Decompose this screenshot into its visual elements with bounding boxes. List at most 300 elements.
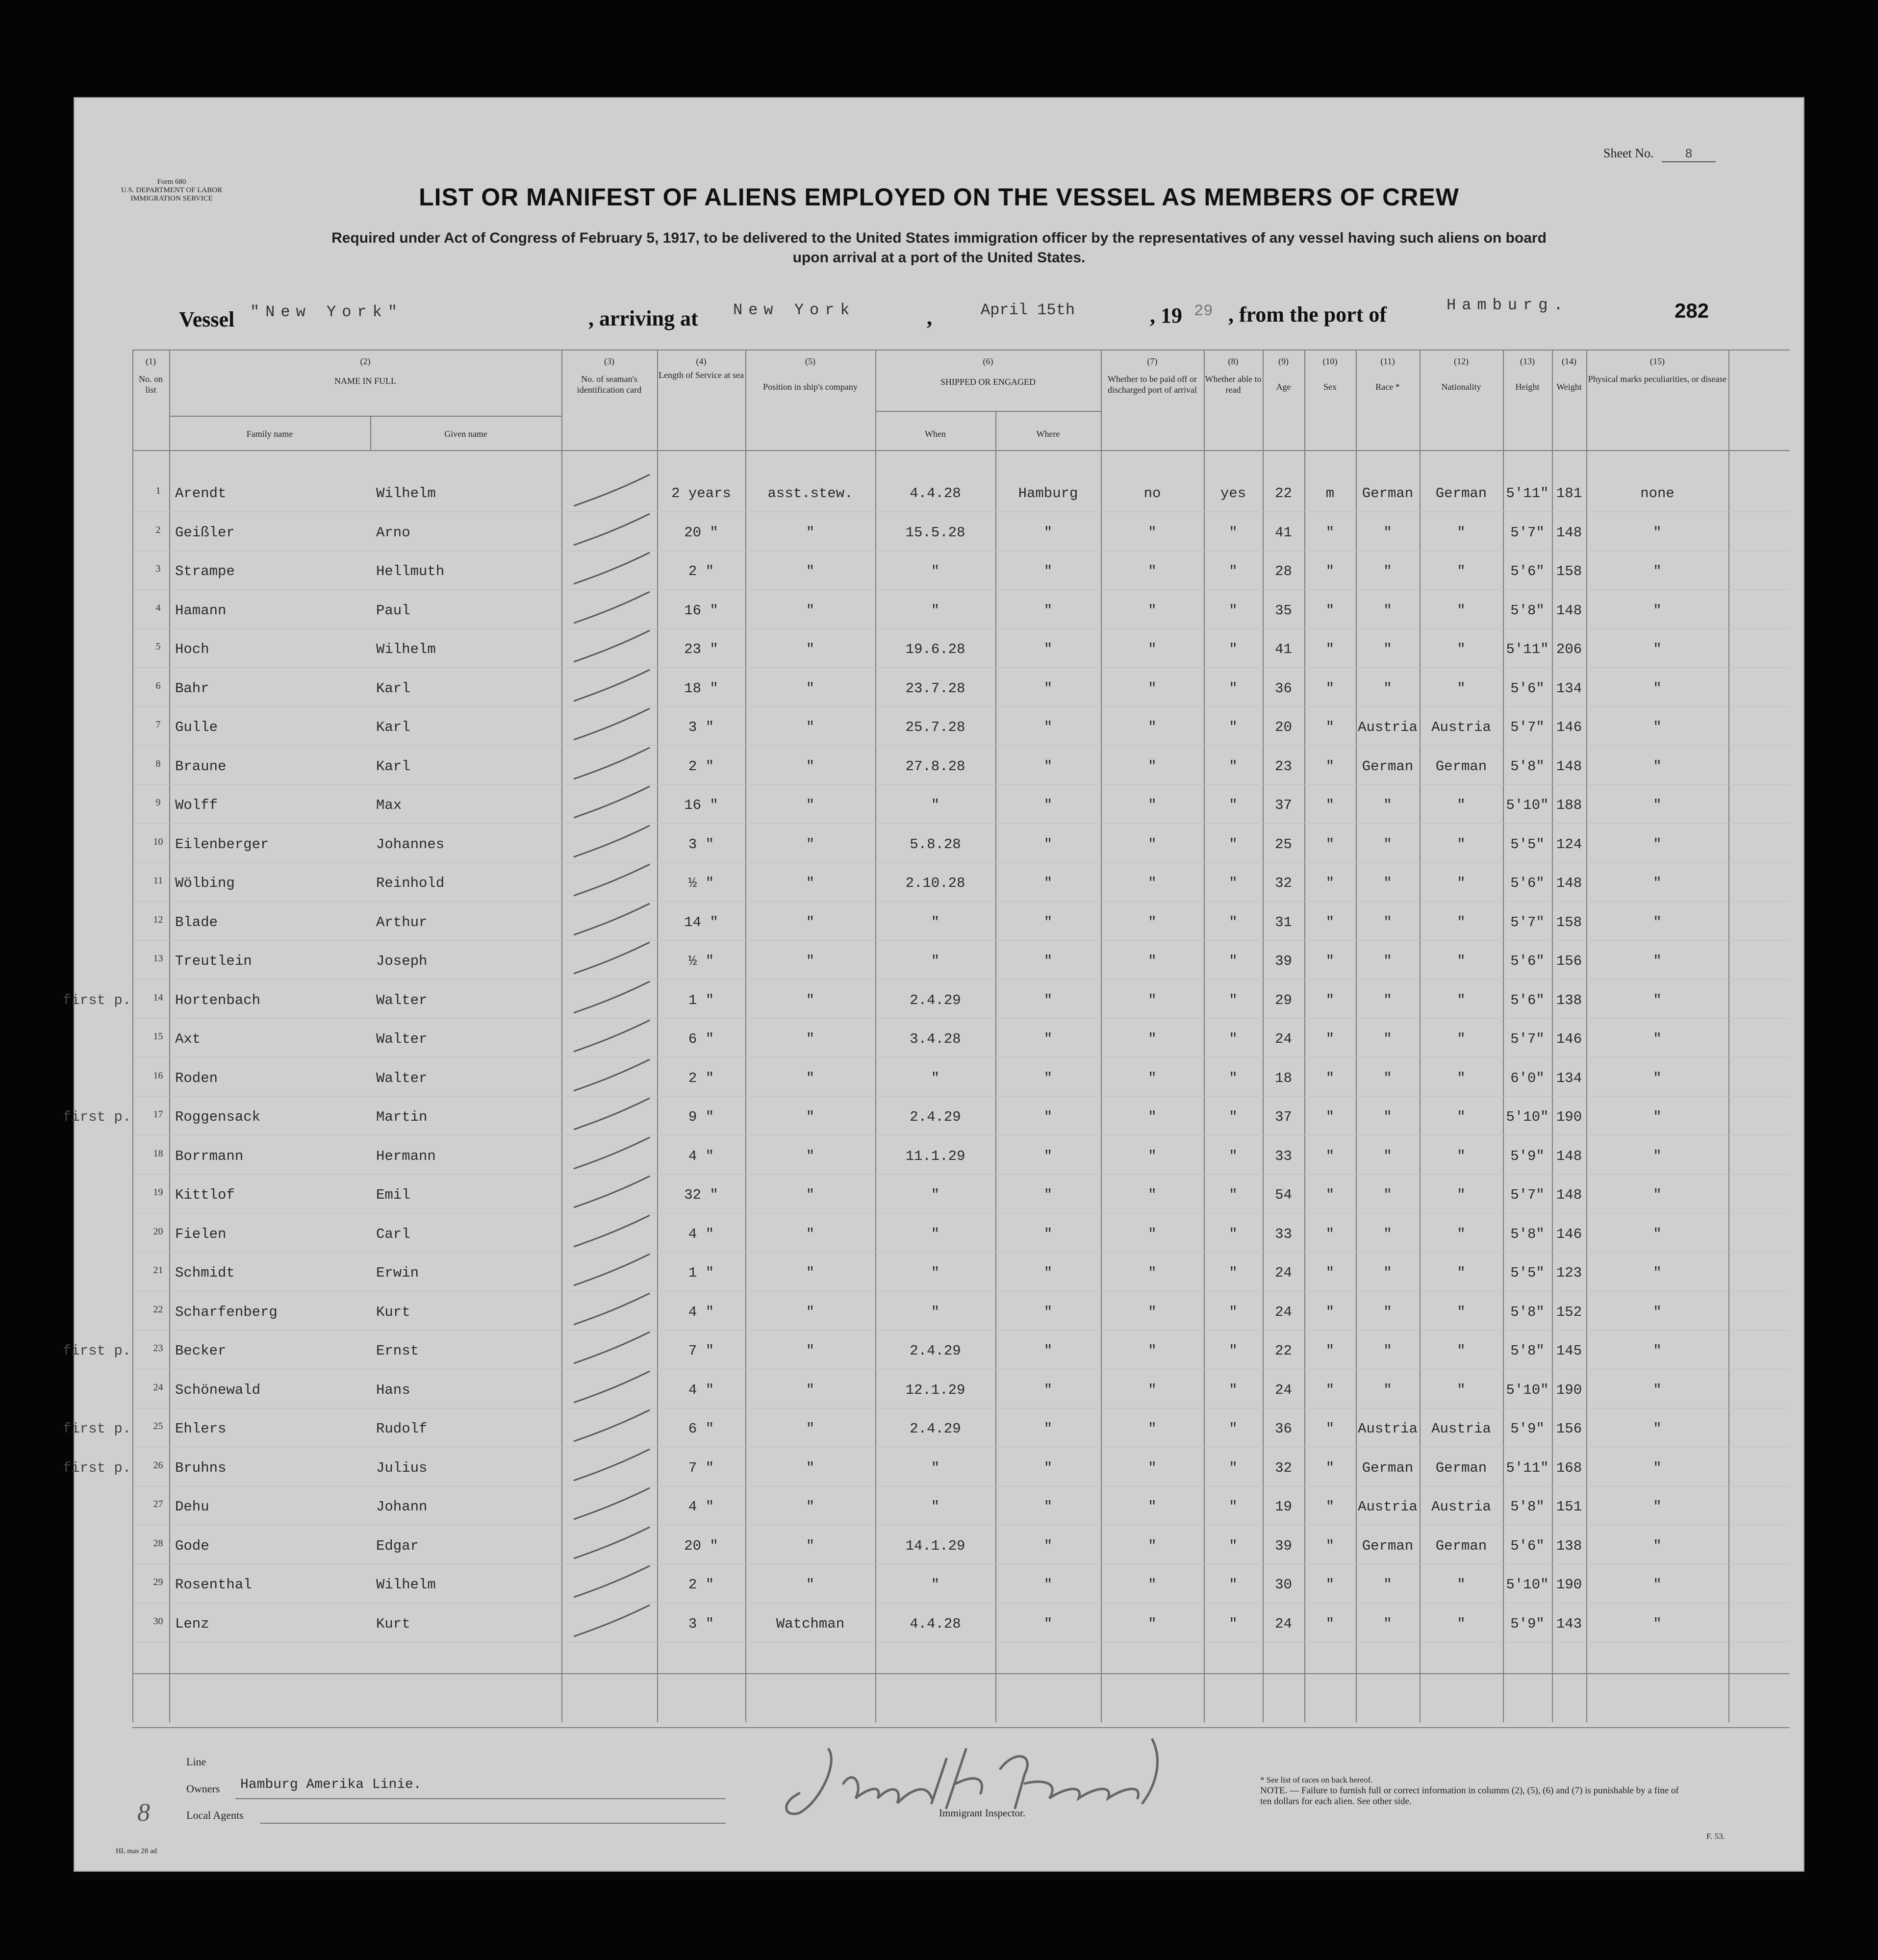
- table-row: [63, 1108, 1804, 1147]
- cell-marks: ": [1653, 1031, 1662, 1047]
- cell-where: ": [1043, 875, 1053, 891]
- cell-family: Hortenbach: [175, 992, 261, 1008]
- cell-where: ": [1043, 1109, 1053, 1125]
- cell-nat: ": [1457, 1109, 1466, 1125]
- cell-position: ": [806, 758, 815, 775]
- cell-when: 11.1.29: [905, 1148, 965, 1164]
- cell-weight: 134: [1556, 1070, 1582, 1086]
- cell-sex: ": [1325, 1031, 1335, 1047]
- cell-family: Bruhns: [175, 1459, 227, 1476]
- column-label: Whether able to read: [1205, 374, 1262, 395]
- cell-no: 25: [153, 1421, 163, 1432]
- owners-value: Hamburg Amerika Linie.: [240, 1777, 422, 1792]
- cell-weight: 156: [1556, 953, 1582, 969]
- manifest-number: 282: [1675, 299, 1709, 322]
- cell-family: Roggensack: [175, 1109, 261, 1125]
- cell-height: 5'5": [1510, 836, 1545, 853]
- cell-paid: no: [1143, 485, 1161, 502]
- column-label: SHIPPED OR ENGAGED: [940, 377, 1036, 387]
- cell-no: 6: [155, 680, 161, 691]
- cell-no: 4: [155, 602, 161, 613]
- cell-given: Arno: [376, 524, 410, 541]
- cell-when: 2.4.29: [910, 992, 961, 1008]
- cell-where: ": [1043, 641, 1053, 657]
- cell-age: 36: [1275, 1421, 1292, 1437]
- column-label: Age: [1276, 382, 1291, 392]
- cell-given: Carl: [376, 1226, 410, 1242]
- id-card-checkmark: [564, 510, 662, 549]
- table-row: [74, 679, 1804, 719]
- cell-service: 23 ": [684, 641, 718, 657]
- cell-no: 3: [155, 563, 161, 574]
- cell-race: ": [1383, 836, 1392, 853]
- cell-given: Karl: [376, 758, 410, 775]
- cell-paid: ": [1148, 953, 1157, 969]
- cell-read: ": [1229, 1304, 1238, 1320]
- cell-paid: ": [1148, 1343, 1157, 1359]
- id-card-checkmark: [564, 704, 662, 744]
- cell-paid: ": [1148, 1537, 1157, 1554]
- cell-given: Johannes: [376, 836, 445, 853]
- cell-no: 2: [155, 524, 161, 535]
- cell-weight: 152: [1556, 1304, 1582, 1320]
- cell-when: ": [931, 1459, 940, 1476]
- cell-service: 16 ": [684, 797, 718, 813]
- table-row: [74, 1381, 1804, 1420]
- cell-paid: ": [1148, 1382, 1157, 1398]
- header-family-name: [169, 426, 370, 439]
- cell-weight: 145: [1556, 1343, 1582, 1359]
- cell-position: ": [806, 1459, 815, 1476]
- cell-position: ": [806, 1148, 815, 1164]
- department-name: U.S. DEPARTMENT OF LABOR: [121, 186, 223, 194]
- cell-paid: ": [1148, 1304, 1157, 1320]
- column-label: NAME IN FULL: [334, 376, 396, 386]
- cell-position: ": [806, 1499, 815, 1515]
- cell-where: ": [1043, 524, 1053, 541]
- cell-read: ": [1229, 602, 1238, 619]
- cell-read: ": [1229, 1031, 1238, 1047]
- id-card-checkmark: [564, 1289, 662, 1329]
- cell-when: ": [931, 1499, 940, 1515]
- cell-weight: 148: [1556, 1187, 1582, 1203]
- cell-service: 14 ": [684, 914, 718, 930]
- cell-nat: ": [1457, 1343, 1466, 1359]
- cell-position: ": [806, 992, 815, 1008]
- cell-when: ": [931, 1070, 940, 1086]
- cell-marks: ": [1653, 1265, 1662, 1281]
- id-card-checkmark: [564, 588, 662, 627]
- cell-race: ": [1383, 1382, 1392, 1398]
- page-subtitle: [172, 228, 1706, 268]
- header-position: [745, 356, 875, 392]
- cell-marks: ": [1653, 1148, 1662, 1164]
- cell-where: ": [1043, 797, 1053, 813]
- cell-age: 28: [1275, 563, 1292, 579]
- id-card-checkmark: [564, 549, 662, 588]
- cell-first-passage-note: first p.: [63, 992, 131, 1008]
- cell-read: ": [1229, 1343, 1238, 1359]
- column-label: Where: [1036, 429, 1060, 439]
- cell-nat: Austria: [1431, 719, 1491, 735]
- column-number: (5): [805, 356, 815, 366]
- header-nationality: [1420, 356, 1503, 392]
- cell-no: 17: [153, 1109, 163, 1120]
- cell-height: 5'6": [1510, 953, 1545, 969]
- cell-nat: Austria: [1431, 1421, 1491, 1437]
- manifest-sheet: [63, 97, 1804, 1872]
- cell-position: ": [806, 1109, 815, 1125]
- cell-weight: 168: [1556, 1459, 1582, 1476]
- cell-family: Hoch: [175, 641, 209, 657]
- cell-nat: German: [1435, 1459, 1487, 1476]
- cell-marks: none: [1640, 485, 1675, 502]
- cell-given: Wilhelm: [376, 641, 436, 657]
- header-length-service: [657, 356, 745, 380]
- cell-sex: ": [1325, 524, 1335, 541]
- header-no-on-list: [132, 356, 169, 395]
- cell-family: Gode: [175, 1537, 209, 1554]
- table-row: [74, 913, 1804, 953]
- cell-when: 2.4.29: [910, 1421, 961, 1437]
- cell-where: ": [1043, 1031, 1053, 1047]
- column-label: Family name: [246, 429, 293, 439]
- line-label: Line: [186, 1756, 206, 1768]
- cell-race: ": [1383, 1265, 1392, 1281]
- cell-where: ": [1043, 1187, 1053, 1203]
- cell-age: 31: [1275, 914, 1292, 930]
- table-row: [63, 1420, 1804, 1459]
- cell-where: Hamburg: [1018, 485, 1078, 502]
- cell-paid: ": [1148, 875, 1157, 891]
- cell-when: ": [931, 797, 940, 813]
- cell-nat: German: [1435, 485, 1487, 502]
- cell-no: 24: [153, 1382, 163, 1393]
- cell-age: 24: [1275, 1031, 1292, 1047]
- cell-race: ": [1383, 641, 1392, 657]
- cell-family: Fielen: [175, 1226, 227, 1242]
- cell-height: 5'7": [1510, 524, 1545, 541]
- cell-paid: ": [1148, 992, 1157, 1008]
- arriving-port: New York: [733, 301, 856, 319]
- cell-read: ": [1229, 680, 1238, 697]
- cell-given: Walter: [376, 1031, 428, 1047]
- penalty-note: NOTE. — Failure to furnish full or correct information in columns (2), (5), (6) and (7) is punishable by a fine of ten dollars for each alien. See other side.: [1260, 1785, 1679, 1807]
- cell-first-passage-note: first p.: [63, 1459, 131, 1476]
- column-label: Physical marks peculiarities, or disease: [1588, 374, 1727, 384]
- cell-sex: ": [1325, 1187, 1335, 1203]
- sheet-number-label: Sheet No.: [1603, 146, 1654, 160]
- cell-weight: 123: [1556, 1265, 1582, 1281]
- cell-service: 9 ": [688, 1109, 714, 1125]
- column-number: (8): [1228, 356, 1239, 366]
- cell-paid: ": [1148, 1265, 1157, 1281]
- cell-marks: ": [1653, 602, 1662, 619]
- cell-paid: ": [1148, 641, 1157, 657]
- cell-read: ": [1229, 719, 1238, 735]
- table-row: [74, 1303, 1804, 1342]
- cell-marks: ": [1653, 1615, 1662, 1632]
- cell-weight: 134: [1556, 680, 1582, 697]
- subtitle-line-1: Required under Act of Congress of February 5, 1917, to be delivered to the United States immigration officer by the representatives of any vessel having such aliens on board: [331, 230, 1547, 246]
- column-label: Position in ship's company: [763, 382, 858, 392]
- header-able-to-read: [1204, 356, 1263, 395]
- cell-when: ": [931, 953, 940, 969]
- cell-nat: ": [1457, 953, 1466, 969]
- column-label: Whether to be paid off or discharged port of arrival: [1107, 374, 1197, 395]
- cell-service: 1 ": [688, 992, 714, 1008]
- cell-sex: ": [1325, 1499, 1335, 1515]
- cell-service: 4 ": [688, 1499, 714, 1515]
- cell-sex: ": [1325, 680, 1335, 697]
- column-label: Race *: [1375, 382, 1400, 392]
- cell-position: ": [806, 1537, 815, 1554]
- cell-read: ": [1229, 1459, 1238, 1476]
- table-bottom-rule: [132, 1673, 1790, 1674]
- cell-no: 9: [155, 797, 161, 808]
- cell-where: ": [1043, 1148, 1053, 1164]
- cell-given: Walter: [376, 1070, 428, 1086]
- id-card-checkmark: [564, 1601, 662, 1640]
- cell-race: Austria: [1358, 1421, 1418, 1437]
- cell-age: 33: [1275, 1148, 1292, 1164]
- cell-height: 5'8": [1510, 1499, 1545, 1515]
- cell-weight: 148: [1556, 524, 1582, 541]
- cell-race: German: [1362, 1459, 1414, 1476]
- cell-given: Erwin: [376, 1265, 419, 1281]
- id-card-checkmark: [564, 978, 662, 1017]
- cell-read: ": [1229, 1537, 1238, 1554]
- from-port-label: , from the port of: [1228, 302, 1387, 327]
- cell-when: 5.8.28: [910, 836, 961, 853]
- cell-when: ": [931, 602, 940, 619]
- cell-race: ": [1383, 1070, 1392, 1086]
- cell-weight: 158: [1556, 914, 1582, 930]
- owners-underline: [235, 1798, 726, 1799]
- cell-weight: 148: [1556, 758, 1582, 775]
- table-row: [74, 1498, 1804, 1537]
- cell-when: 4.4.28: [910, 1615, 961, 1632]
- cell-family: Gulle: [175, 719, 218, 735]
- cell-where: ": [1043, 1577, 1053, 1593]
- id-card-checkmark: [564, 1016, 662, 1055]
- cell-read: ": [1229, 563, 1238, 579]
- cell-nat: ": [1457, 1382, 1466, 1398]
- cell-position: ": [806, 1031, 815, 1047]
- cell-height: 6'0": [1510, 1070, 1545, 1086]
- cell-age: 39: [1275, 953, 1292, 969]
- cell-read: ": [1229, 797, 1238, 813]
- id-card-checkmark: [564, 1094, 662, 1133]
- cell-weight: 138: [1556, 1537, 1582, 1554]
- cell-marks: ": [1653, 836, 1662, 853]
- cell-sex: ": [1325, 758, 1335, 775]
- header-where: [995, 426, 1101, 439]
- cell-sex: ": [1325, 1148, 1335, 1164]
- cell-age: 54: [1275, 1187, 1292, 1203]
- cell-family: Schmidt: [175, 1265, 235, 1281]
- cell-family: Arendt: [175, 485, 227, 502]
- cell-paid: ": [1148, 1615, 1157, 1632]
- cell-age: 32: [1275, 1459, 1292, 1476]
- cell-service: 2 years: [671, 485, 731, 502]
- column-number: (12): [1454, 356, 1469, 366]
- cell-marks: ": [1653, 1109, 1662, 1125]
- cell-when: 23.7.28: [905, 680, 965, 697]
- cell-position: ": [806, 1577, 815, 1593]
- id-card-checkmark: [564, 1484, 662, 1523]
- cell-sex: m: [1325, 485, 1335, 502]
- cell-family: Rosenthal: [175, 1577, 252, 1593]
- cell-age: 29: [1275, 992, 1292, 1008]
- header-bottom-rule: [132, 450, 1790, 451]
- table-row: [74, 640, 1804, 679]
- cell-nat: ": [1457, 875, 1466, 891]
- cell-given: Karl: [376, 719, 410, 735]
- cell-position: ": [806, 1070, 815, 1086]
- table-row: [74, 796, 1804, 835]
- cell-height: 5'6": [1510, 680, 1545, 697]
- cell-age: 39: [1275, 1537, 1292, 1554]
- cell-family: Strampe: [175, 563, 235, 579]
- cell-service: 7 ": [688, 1343, 714, 1359]
- cell-where: ": [1043, 1304, 1053, 1320]
- cell-weight: 146: [1556, 1031, 1582, 1047]
- cell-weight: 151: [1556, 1499, 1582, 1515]
- cell-position: ": [806, 914, 815, 930]
- table-row: [74, 952, 1804, 991]
- cell-read: ": [1229, 914, 1238, 930]
- cell-no: 26: [153, 1459, 163, 1471]
- table-row: [74, 1030, 1804, 1069]
- cell-age: 18: [1275, 1070, 1292, 1086]
- cell-sex: ": [1325, 1265, 1335, 1281]
- cell-sex: ": [1325, 1226, 1335, 1242]
- arrival-year: 29: [1194, 302, 1213, 320]
- cell-race: ": [1383, 992, 1392, 1008]
- cell-position: ": [806, 1226, 815, 1242]
- cell-age: 36: [1275, 680, 1292, 697]
- cell-nat: German: [1435, 1537, 1487, 1554]
- cell-given: Hellmuth: [376, 563, 445, 579]
- cell-paid: ": [1148, 1577, 1157, 1593]
- cell-age: 32: [1275, 875, 1292, 891]
- cell-no: 8: [155, 758, 161, 769]
- sheet-number-value: 8: [1662, 147, 1716, 162]
- cell-when: 12.1.29: [905, 1382, 965, 1398]
- column-number: (1): [146, 356, 156, 366]
- cell-given: Hermann: [376, 1148, 436, 1164]
- cell-when: ": [931, 1187, 940, 1203]
- cell-service: ½ ": [688, 875, 714, 891]
- cell-when: 4.4.28: [910, 485, 961, 502]
- cell-where: ": [1043, 1265, 1053, 1281]
- cell-when: 15.5.28: [905, 524, 965, 541]
- cell-weight: 138: [1556, 992, 1582, 1008]
- cell-sex: ": [1325, 992, 1335, 1008]
- table-row: [63, 991, 1804, 1030]
- cell-weight: 156: [1556, 1421, 1582, 1437]
- table-row: [74, 1264, 1804, 1303]
- table-row: [74, 562, 1804, 602]
- cell-no: 20: [153, 1226, 163, 1237]
- cell-weight: 148: [1556, 602, 1582, 619]
- cell-no: 19: [153, 1187, 163, 1198]
- cell-paid: ": [1148, 797, 1157, 813]
- cell-paid: ": [1148, 719, 1157, 735]
- from-port: Hamburg.: [1447, 296, 1569, 314]
- cell-nat: ": [1457, 914, 1466, 930]
- table-row: [74, 1537, 1804, 1576]
- cell-where: ": [1043, 1537, 1053, 1554]
- cell-given: Paul: [376, 602, 410, 619]
- cell-height: 5'7": [1510, 1031, 1545, 1047]
- cell-no: 5: [155, 641, 161, 652]
- sheet-number: [1603, 146, 1716, 162]
- cell-read: ": [1229, 1148, 1238, 1164]
- cell-where: ": [1043, 602, 1053, 619]
- cell-marks: ": [1653, 1187, 1662, 1203]
- cell-when: ": [931, 1265, 940, 1281]
- cell-where: ": [1043, 563, 1053, 579]
- cell-marks: ": [1653, 1226, 1662, 1242]
- cell-given: Wilhelm: [376, 485, 436, 502]
- header-height: [1503, 356, 1552, 392]
- cell-position: ": [806, 1187, 815, 1203]
- table-row: [74, 484, 1804, 524]
- cell-read: ": [1229, 836, 1238, 853]
- id-card-checkmark: [564, 627, 662, 666]
- cell-marks: ": [1653, 719, 1662, 735]
- cell-where: ": [1043, 1459, 1053, 1476]
- cell-nat: ": [1457, 680, 1466, 697]
- cell-nat: ": [1457, 1070, 1466, 1086]
- cell-service: 16 ": [684, 602, 718, 619]
- cell-given: Reinhold: [376, 875, 445, 891]
- owners-label: Owners: [186, 1783, 220, 1795]
- cell-weight: 146: [1556, 719, 1582, 735]
- cell-marks: ": [1653, 797, 1662, 813]
- cell-given: Emil: [376, 1187, 410, 1203]
- cell-family: Braune: [175, 758, 227, 775]
- cell-family: Wölbing: [175, 875, 235, 891]
- cell-marks: ": [1653, 875, 1662, 891]
- service-name: IMMIGRATION SERVICE: [130, 195, 213, 202]
- cell-age: 37: [1275, 1109, 1292, 1125]
- column-number: (6): [983, 356, 993, 366]
- header-when: [875, 426, 995, 439]
- cell-no: 7: [155, 719, 161, 730]
- cell-given: Hans: [376, 1382, 410, 1398]
- header-shipped-engaged: [875, 356, 1101, 387]
- cell-given: Walter: [376, 992, 428, 1008]
- cell-marks: ": [1653, 1421, 1662, 1437]
- cell-where: ": [1043, 836, 1053, 853]
- header-sex: [1304, 356, 1356, 392]
- cell-given: Johann: [376, 1499, 428, 1515]
- cell-first-passage-note: first p.: [63, 1343, 131, 1359]
- cell-position: ": [806, 797, 815, 813]
- cell-no: 10: [153, 836, 163, 847]
- cell-service: 7 ": [688, 1459, 714, 1476]
- cell-paid: ": [1148, 1109, 1157, 1125]
- cell-weight: 188: [1556, 797, 1582, 813]
- cell-height: 5'7": [1510, 719, 1545, 735]
- arriving-label: , arriving at: [588, 306, 698, 330]
- cell-marks: ": [1653, 1304, 1662, 1320]
- cell-no: 13: [153, 953, 163, 964]
- cell-marks: ": [1653, 1577, 1662, 1593]
